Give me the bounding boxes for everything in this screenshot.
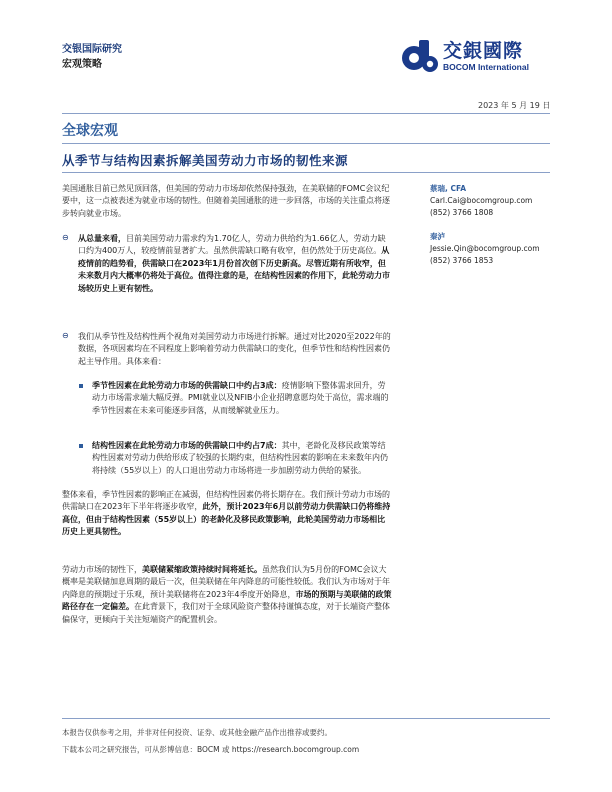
analyst-card — [430, 231, 540, 267]
footer-disclaimer: 本报告仅供参考之用，并非对任何投资、证券、或其他金融产品作出推荐或要约。 — [62, 728, 332, 737]
sub-bullet-structural — [92, 440, 390, 477]
paragraph-text: 虽然我们认为5月份的FOMC会议大概率是美联储加息周期的最后一次，但美联储在年内降息的可能性较低。我们认为市场对于年内降息的预期过于乐观，预计美联储将在2023年4季度开始降息， — [62, 565, 390, 599]
footer-download — [62, 744, 359, 755]
sub-bullet-seasonal — [92, 380, 390, 417]
research-link[interactable]: https://research.bocomgroup.com — [231, 745, 360, 754]
footer-divider — [62, 718, 550, 719]
org-name: 交银国际研究 — [62, 44, 122, 55]
bullet-text: 我们从季节性及结构性两个视角对美国劳动力市场进行拆解。通过对比2020至2022年的数据，各项因素均在不同程度上影响着劳动力供需缺口的变化，但季节性和结构性因素仍起主导作用。具体来看： — [78, 332, 391, 366]
sub-bullet-marker — [79, 444, 83, 448]
sub-bullet-marker — [79, 384, 83, 388]
bullet-lead: 从总量来看， — [78, 234, 126, 243]
analyst-email[interactable]: Jessie.Qin@bocomgroup.com — [430, 244, 540, 253]
policy-paragraph — [62, 564, 392, 626]
bocom-logo — [400, 36, 575, 80]
sub-bullet-lead: 季节性因素在此轮劳动力市场的供需缺口中约占3成： — [92, 381, 282, 390]
bullet-decomposition — [78, 331, 392, 368]
analyst-email[interactable]: Carl.Cai@bocomgroup.com — [430, 196, 533, 205]
sub-bullet-text: 其中，老龄化及移民政策等结构性因素对劳动力供给形成了较强的长期约束，但结构性因素的影响在未来数年内仍将持续（55岁以上）的人口退出劳动力市场将进一步加剧劳动力供给的紧张。 — [92, 441, 388, 475]
logo-english-text: BOCOM International — [443, 62, 529, 72]
bullet-total-view — [78, 233, 392, 295]
paragraph-emphasis: 美联储紧缩政策持续时间将延长。 — [142, 565, 262, 574]
sub-bullet-text: 疫情影响下整体需求回升，劳动力市场需求端大幅反弹。PMI就业以及NFIB小企业招聘意愿均处于高位，需求端的季节性因素在未来可能逐步回落，从而缓解就业压力。 — [92, 381, 389, 415]
bullet-marker: ⊖ — [62, 331, 69, 340]
summary-paragraph — [62, 489, 392, 539]
paragraph-text: 劳动力市场的韧性下， — [62, 565, 142, 574]
paragraph-emphasis: 此外，预计2023年6月以前劳动力供需缺口仍将维持高位，但由于结构性因素（55岁以上）的老龄化及移民政策影响，此轮美国劳动力市场相比历史上更具韧性。 — [62, 502, 391, 537]
paragraph-text: 整体来看，季节性因素的影响正在减弱，但结构性因素仍将长期存在。我们预计劳动力市场的供需缺口在2023年下半年将逐步收窄， — [62, 490, 390, 512]
paragraph-text: 在此背景下，我们对于全球风险资产整体持谨慎态度，对于长端资产整体偏保守，更倾向于关注短端资产的配置机会。 — [62, 602, 390, 624]
main-title: 从季节与结构因素拆解美国劳动力市场的韧性来源 — [62, 153, 349, 168]
header-left — [62, 42, 122, 72]
analyst-phone: (852) 3766 1853 — [430, 256, 494, 265]
title-divider-top — [62, 143, 550, 144]
analyst-card — [430, 183, 532, 219]
section-title: 全球宏观 — [62, 123, 118, 139]
analyst-name: 秦泸 — [430, 232, 445, 241]
intro-paragraph: 美国通胀目前已然见顶回落，但美国的劳动力市场却依然保持强劲，在美联储的FOMC会议纪要中，这一点被表述为就业市场的韧性。但随着美国通胀的进一步回落，市场的关注重点将逐步转向就业市场。 — [62, 184, 390, 218]
report-date: 2023 年 5 月 19 日 — [478, 101, 551, 110]
paragraph-emphasis: 市场的预期与美联储的政策路径存在一定偏差。 — [62, 589, 392, 612]
title-divider-bottom — [62, 172, 550, 173]
top-divider — [62, 113, 550, 114]
bullet-marker: ⊖ — [62, 233, 69, 242]
sub-bullet-lead: 结构性因素在此轮劳动力市场的供需缺口中约占7成： — [92, 441, 282, 450]
footer-download-text: 下载本公司之研究报告，可从彭博信息：BOCM 或 — [62, 745, 232, 754]
analyst-name: 蔡瑞, CFA — [430, 184, 467, 193]
report-type: 宏观策略 — [62, 59, 102, 70]
bullet-text: 目前美国劳动力需求约为1.70亿人，劳动力供给约为1.66亿人，劳动力缺口约为400万人，较疫情前显著扩大。虽然供需缺口略有收窄，但仍然处于历史高位。 — [78, 234, 386, 256]
bocom-logo-icon — [400, 36, 440, 76]
logo-chinese-text: 交銀國際 — [443, 40, 524, 62]
bullet-emphasis: 从疫情前的趋势看，供需缺口在2023年1月份首次创下历史新高。尽管近期有所收窄，但未来数月内大概率仍将处于高位。值得注意的是，在结构性因素的作用下，此轮劳动力市场较历史上更有韧性。 — [78, 246, 390, 293]
analyst-phone: (852) 3766 1808 — [430, 208, 494, 217]
